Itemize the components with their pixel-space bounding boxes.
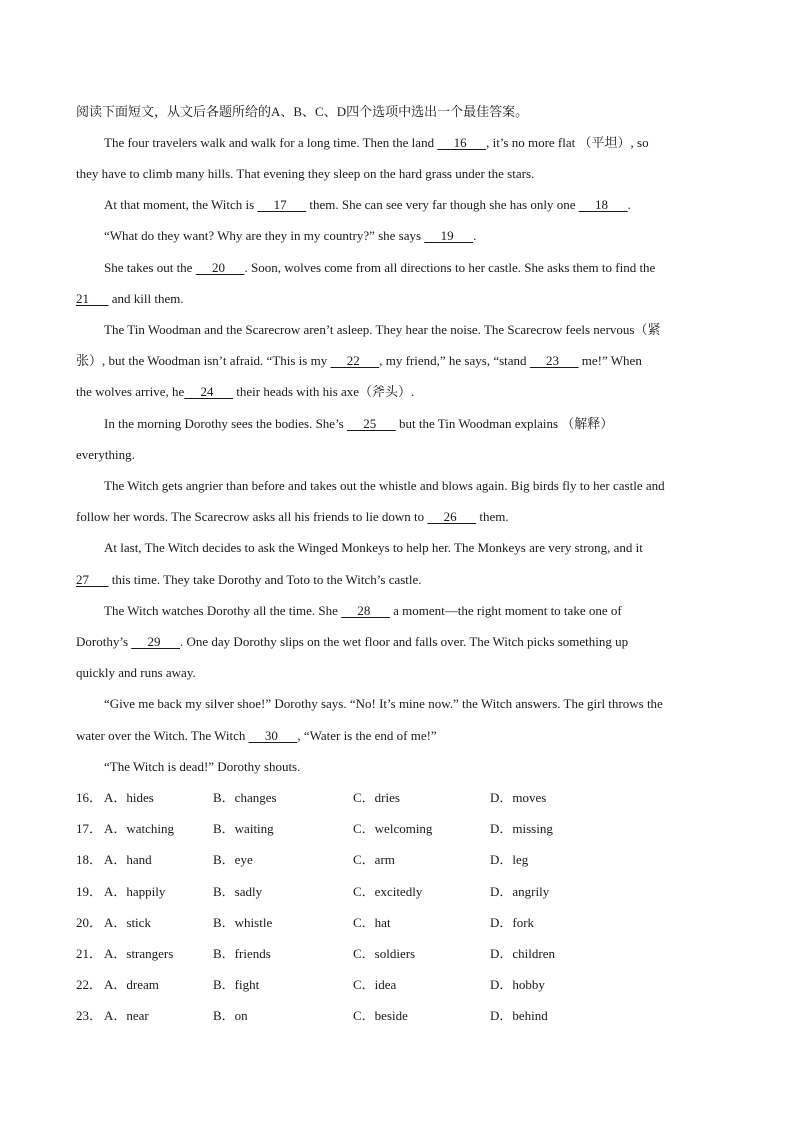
passage-text: 张）, but the Woodman isn’t afraid. “This is my: [76, 353, 331, 368]
blank-23: 23: [529, 353, 579, 368]
option-a[interactable]: A．near: [104, 1008, 149, 1023]
blank-28: 28: [341, 603, 390, 618]
passage-text: In the morning Dorothy sees the bodies. She’s: [104, 416, 347, 431]
passage-line: [76, 352, 718, 370]
blank-30: 30: [248, 728, 298, 743]
passage-line: [104, 602, 718, 620]
passage-line: [104, 134, 718, 152]
passage-text: water over the Witch. The Witch: [76, 728, 249, 743]
passage-text: .: [627, 197, 631, 212]
option-a[interactable]: A．watching: [104, 821, 175, 836]
option-d[interactable]: D．leg: [490, 852, 529, 867]
option-d[interactable]: D．angrily: [490, 884, 550, 899]
option-b[interactable]: B．sadly: [213, 884, 263, 899]
passage-line: [76, 727, 718, 745]
passage-text: but the Tin Woodman explains （解释）: [395, 416, 614, 431]
question-number: 20．: [76, 915, 103, 930]
passage-text: The four travelers walk and walk for a long time. Then the land: [104, 135, 438, 150]
blank-26: 26: [427, 509, 477, 524]
passage-line: At last, The Witch decides to ask the Winged Monkeys to help her. The Monkeys are very strong, and it: [104, 540, 643, 555]
question-row: [76, 789, 716, 807]
blank-25: 25: [347, 416, 396, 431]
option-a[interactable]: A．happily: [104, 884, 166, 899]
option-b[interactable]: B．eye: [213, 852, 253, 867]
option-a[interactable]: A．stick: [104, 915, 151, 930]
option-a[interactable]: A．strangers: [104, 946, 174, 961]
option-d[interactable]: D．fork: [490, 915, 535, 930]
passage-line: The Witch gets angrier than before and takes out the whistle and blows again. Big birds fly to her castle and: [104, 478, 665, 493]
passage-text: , “Water is the end of me!”: [297, 728, 437, 743]
option-b[interactable]: B．whistle: [213, 915, 273, 930]
passage-text: this time. They take Dorothy and Toto to the Witch’s castle.: [108, 572, 422, 587]
passage-line: quickly and runs away.: [76, 665, 196, 680]
passage-line: [76, 508, 718, 526]
option-c[interactable]: C．soldiers: [353, 946, 416, 961]
blank-17: 17: [257, 197, 307, 212]
instruction-text: 阅读下面短文，从文后各题所给的A、B、C、D四个选项中选出一个最佳答案。: [76, 104, 529, 119]
question-number: 19．: [76, 884, 103, 899]
question-number: 23．: [76, 1008, 103, 1023]
question-number: 21．: [76, 946, 103, 961]
passage-text: . One day Dorothy slips on the wet floor and falls over. The Witch picks something up: [180, 634, 629, 649]
question-row: [76, 820, 716, 838]
blank-27: 27: [76, 572, 109, 587]
passage-text: At that moment, the Witch is: [104, 197, 258, 212]
option-c[interactable]: C．idea: [353, 977, 397, 992]
question-number: 17．: [76, 821, 103, 836]
question-row: [76, 883, 716, 901]
question-row: [76, 1007, 716, 1025]
passage-text: a moment—the right moment to take one of: [389, 603, 622, 618]
passage-line: [104, 415, 718, 433]
passage-line: [76, 383, 718, 401]
option-a[interactable]: A．hand: [104, 852, 152, 867]
option-b[interactable]: B．on: [213, 1008, 248, 1023]
blank-22: 22: [330, 353, 380, 368]
option-d[interactable]: D．hobby: [490, 977, 545, 992]
passage-text: them.: [476, 509, 509, 524]
option-a[interactable]: A．hides: [104, 790, 154, 805]
question-number: 16．: [76, 790, 103, 805]
blank-24: 24: [184, 384, 234, 399]
passage-text: The Witch watches Dorothy all the time. She: [104, 603, 342, 618]
blank-21: 21: [76, 291, 109, 306]
question-row: [76, 851, 716, 869]
passage-text: and kill them.: [108, 291, 184, 306]
passage-text: Dorothy’s: [76, 634, 132, 649]
option-c[interactable]: C．arm: [353, 852, 395, 867]
passage-line: [76, 633, 718, 651]
blank-16: 16: [437, 135, 487, 150]
passage-line: [104, 227, 718, 245]
blank-19: 19: [424, 228, 474, 243]
option-b[interactable]: B．changes: [213, 790, 277, 805]
passage-line: [76, 571, 718, 589]
option-a[interactable]: A．dream: [104, 977, 159, 992]
question-row: [76, 976, 716, 994]
question-number: 18．: [76, 852, 103, 867]
option-c[interactable]: C．excitedly: [353, 884, 423, 899]
option-c[interactable]: C．beside: [353, 1008, 408, 1023]
passage-text: , my friend,” he says, “stand: [379, 353, 530, 368]
passage-text: She takes out the: [104, 260, 196, 275]
option-c[interactable]: C．welcoming: [353, 821, 433, 836]
option-d[interactable]: D．children: [490, 946, 555, 961]
passage-text: follow her words. The Scarecrow asks all his friends to lie down to: [76, 509, 428, 524]
passage-line: [76, 290, 718, 308]
passage-text: the wolves arrive, he: [76, 384, 185, 399]
passage-line: [104, 196, 718, 214]
option-b[interactable]: B．fight: [213, 977, 260, 992]
option-d[interactable]: D．moves: [490, 790, 547, 805]
option-b[interactable]: B．friends: [213, 946, 271, 961]
passage-text: .: [473, 228, 477, 243]
passage-text: them. She can see very far though she has only one: [306, 197, 579, 212]
passage-text: “What do they want? Why are they in my country?” she says: [104, 228, 425, 243]
passage-line: “The Witch is dead!” Dorothy shouts.: [104, 759, 301, 774]
passage-text: , it’s no more flat （平坦）, so: [486, 135, 649, 150]
passage-text: me!” When: [578, 353, 642, 368]
option-b[interactable]: B．waiting: [213, 821, 274, 836]
option-c[interactable]: C．dries: [353, 790, 400, 805]
passage-line: “Give me back my silver shoe!” Dorothy says. “No! It’s mine now.” the Witch answers. The girl throws the: [104, 696, 663, 711]
question-row: [76, 914, 716, 932]
blank-20: 20: [195, 260, 245, 275]
passage-line: they have to climb many hills. That evening they sleep on the hard grass under the stars.: [76, 166, 535, 181]
passage-text: their heads with his axe（斧头）.: [233, 384, 415, 399]
blank-29: 29: [131, 634, 180, 649]
passage-text: . Soon, wolves come from all directions to her castle. She asks them to find the: [244, 260, 656, 275]
question-row: [76, 945, 716, 963]
question-number: 22．: [76, 977, 103, 992]
passage-line: [104, 259, 718, 277]
blank-18: 18: [578, 197, 628, 212]
passage-line: everything.: [76, 447, 135, 462]
option-d[interactable]: D．behind: [490, 1008, 548, 1023]
option-c[interactable]: C．hat: [353, 915, 391, 930]
passage-line: The Tin Woodman and the Scarecrow aren’t asleep. They hear the noise. The Scarecrow feels nervous（紧: [104, 322, 661, 337]
option-d[interactable]: D．missing: [490, 821, 553, 836]
